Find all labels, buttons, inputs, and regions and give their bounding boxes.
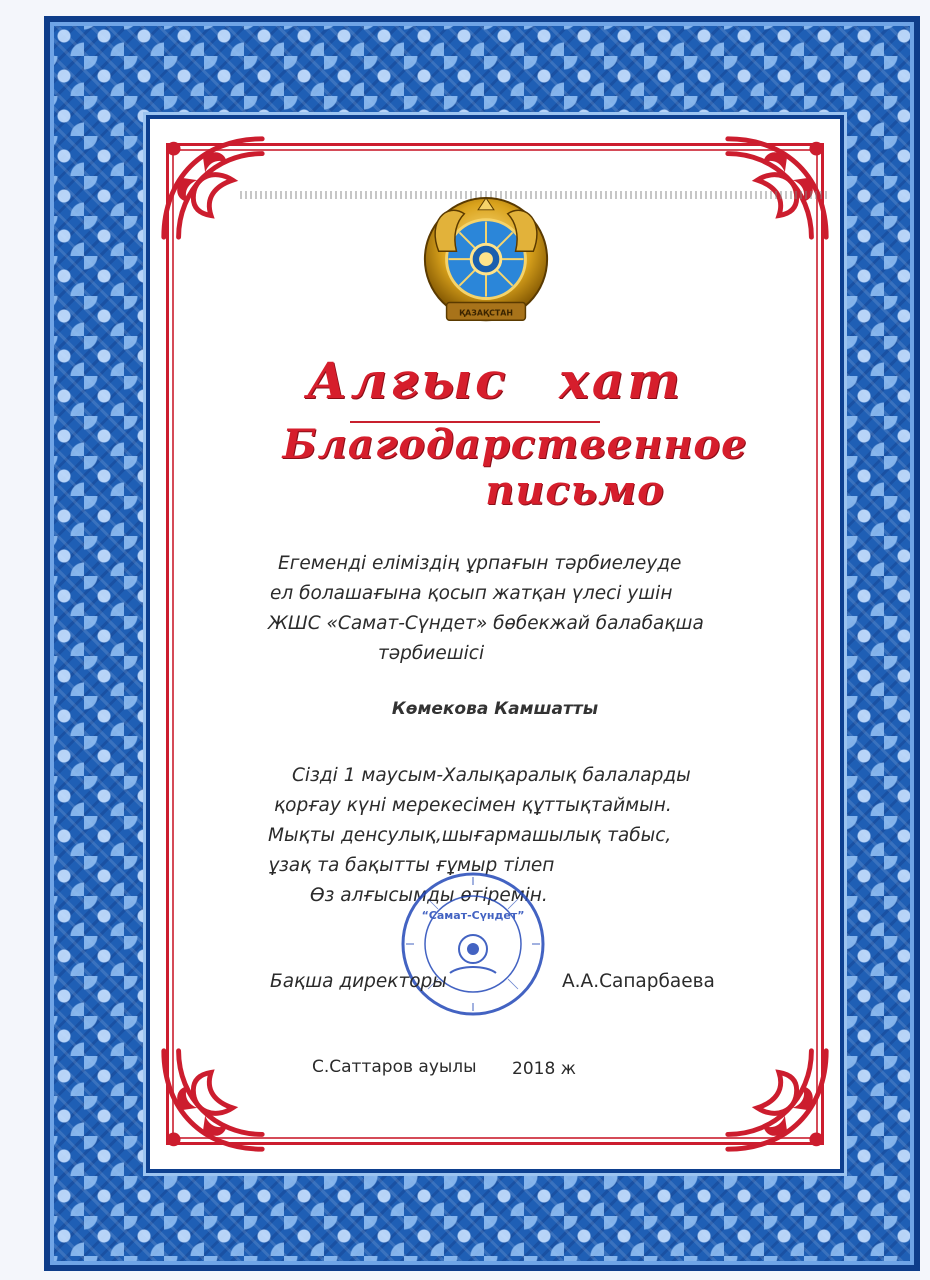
message-line-3: Мықты денсулық,шығармашылық табыс,: [268, 825, 672, 846]
message-line-5: Өз алғысымды өтіремін.: [310, 885, 548, 906]
place-text: С.Саттаров ауылы: [312, 1057, 477, 1077]
message-line-4: ұзақ та бақытты ғұмыр тілеп: [268, 855, 555, 876]
certificate-outer-border: [44, 16, 920, 1271]
message-line-2: қорғау күні мерекесімен құттықтаймын.: [274, 795, 672, 816]
recipient-name: Көмекова Камшатты: [391, 699, 599, 719]
intro-line-4: тәрбиешісі: [378, 643, 485, 664]
certificate-inner-panel: [146, 115, 844, 1173]
intro-line-2: ел болашағына қосып жатқан үлесі ушін: [270, 583, 673, 604]
corner-ornament-bottom-left: [154, 1041, 272, 1159]
round-seal-stamp-icon: [398, 869, 548, 1019]
stamp-center-text: “Самат-Сүндет”: [421, 909, 525, 922]
state-emblem-icon: [417, 191, 555, 341]
intro-line-1: Егеменді еліміздің ұрпағын тәрбиелеуде: [278, 553, 682, 574]
message-line-1: Сізді 1 маусым-Халықаралық балаларды: [292, 765, 691, 786]
year-text: 2018 ж: [512, 1059, 576, 1079]
title-russian-line-1: Благодарственное: [282, 421, 748, 468]
signature-name: А.А.Сапарбаева: [562, 971, 715, 992]
corner-ornament-bottom-right: [718, 1041, 836, 1159]
title-kazakh: Алғыс хат: [306, 351, 684, 410]
corner-ornament-top-left: [154, 129, 272, 247]
signature-title: Бақша директоры: [270, 971, 447, 992]
emblem-label: ҚАЗАҚСТАН: [459, 308, 513, 318]
intro-line-3: ЖШС «Самат-Сүндет» бөбекжай балабақша: [268, 613, 704, 634]
title-russian-line-2: письмо: [485, 467, 665, 514]
corner-ornament-top-right: [718, 129, 836, 247]
